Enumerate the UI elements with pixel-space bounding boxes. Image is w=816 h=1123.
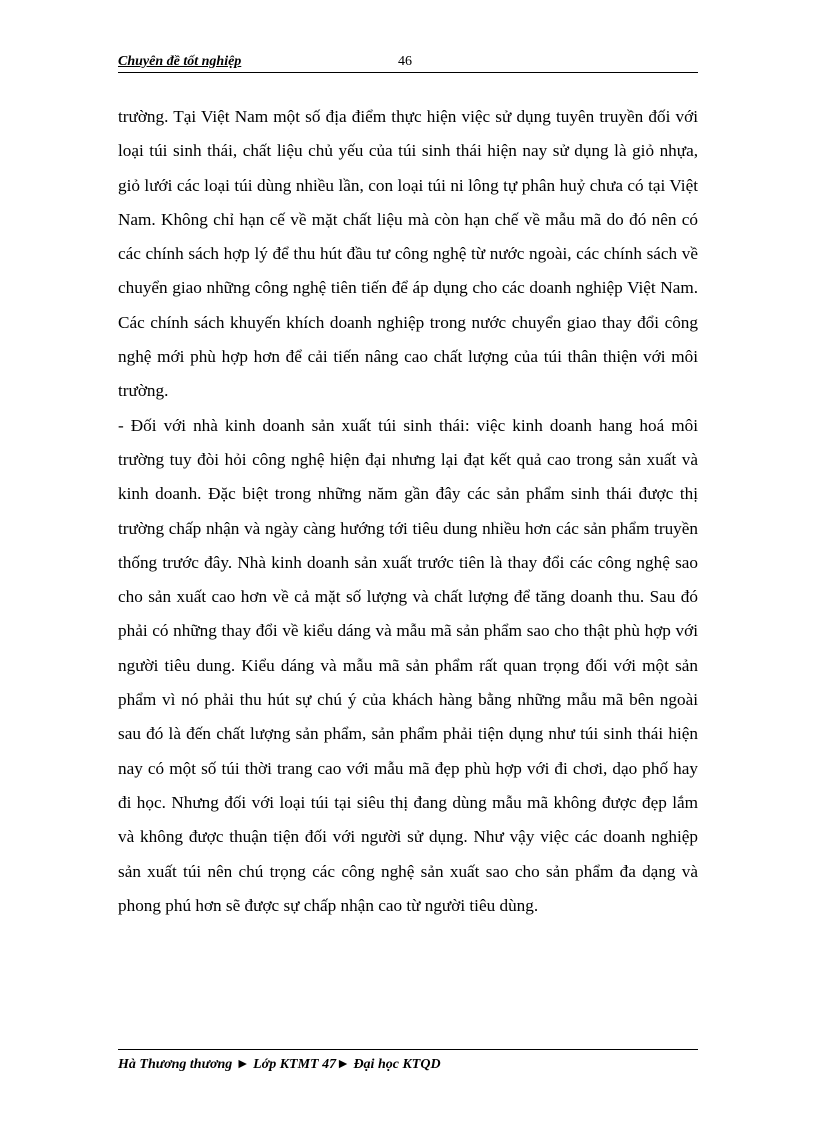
page-number: 46 xyxy=(398,54,412,69)
page-footer: Hà Thương thương ► Lớp KTMT 47► Đại học KTQD xyxy=(118,1049,698,1075)
page-header xyxy=(118,52,698,73)
header-title: Chuyên đề tốt nghiệp xyxy=(118,54,242,69)
document-body xyxy=(118,100,698,923)
body-paragraph: trường. Tại Việt Nam một số địa điểm thực hiện việc sử dụng tuyên truyền đối với loại túi sinh thái, chất liệu chủ yếu của túi sinh thái hiện nay sử dụng là giỏ nhựa, giỏ lưới các loại túi dùng nhiều lần, con loại túi ni lông tự phân huỷ chưa có tại Việt Nam. Không chỉ hạn cế về mặt chất liệu mà còn hạn chế về mẫu mã do đó nên có các chính sách hợp lý để thu hút đầu tư công nghệ từ nước ngoài, các chính sách về chuyển giao những công nghệ tiên tiến để áp dụng cho các doanh nghiệp Việt Nam. Các chính sách khuyến khích doanh nghiệp trong nước chuyển giao thay đổi công nghệ mới phù hợp hơn để cải tiến nâng cao chất lượng của túi thân thiện với môi trường. xyxy=(118,107,698,401)
body-paragraph: - Đối với nhà kinh doanh sản xuất túi sinh thái: việc kinh doanh hang hoá môi trường tuy đòi hỏi công nghệ hiện đại nhưng lại đạt kết quả cao trong sản xuất và kinh doanh. Đặc biệt trong những năm gần đây các sản phẩm sinh thái được thị trường chấp nhận và ngày càng hướng tới tiêu dung nhiều hơn các sản phẩm truyền thống trước đây. Nhà kinh doanh sản xuất trước tiên là thay đổi các công nghệ sao cho sản xuất cao hơn về cả mặt số lượng và chất lượng để tăng doanh thu. Sau đó phải có những thay đổi về kiểu dáng và mẫu mã sản phẩm sao cho thật phù hợp với người tiêu dung. Kiểu dáng và mẫu mã sản phẩm rất quan trọng đối với một sản phẩm vì nó phải thu hút sự chú ý của khách hàng bằng những mẫu mã bên ngoài sau đó là đến chất lượng sản phẩm, sản phẩm phải tiện dụng như túi sinh thái hiện nay có một số túi thời trang cao với mẫu mã đẹp phù hợp với đi chơi, dạo phố hay đi học. Nhưng đối với loại túi tại siêu thị đang dùng mẫu mã không được đẹp lắm và không được thuận tiện đối với người sử dụng. Như vậy việc các doanh nghiệp sản xuất túi nên chú trọng các công nghệ sản xuất sao cho sản phẩm đa dạng và phong phú hơn sẽ được sự chấp nhận cao từ người tiêu dùng. xyxy=(118,415,698,915)
